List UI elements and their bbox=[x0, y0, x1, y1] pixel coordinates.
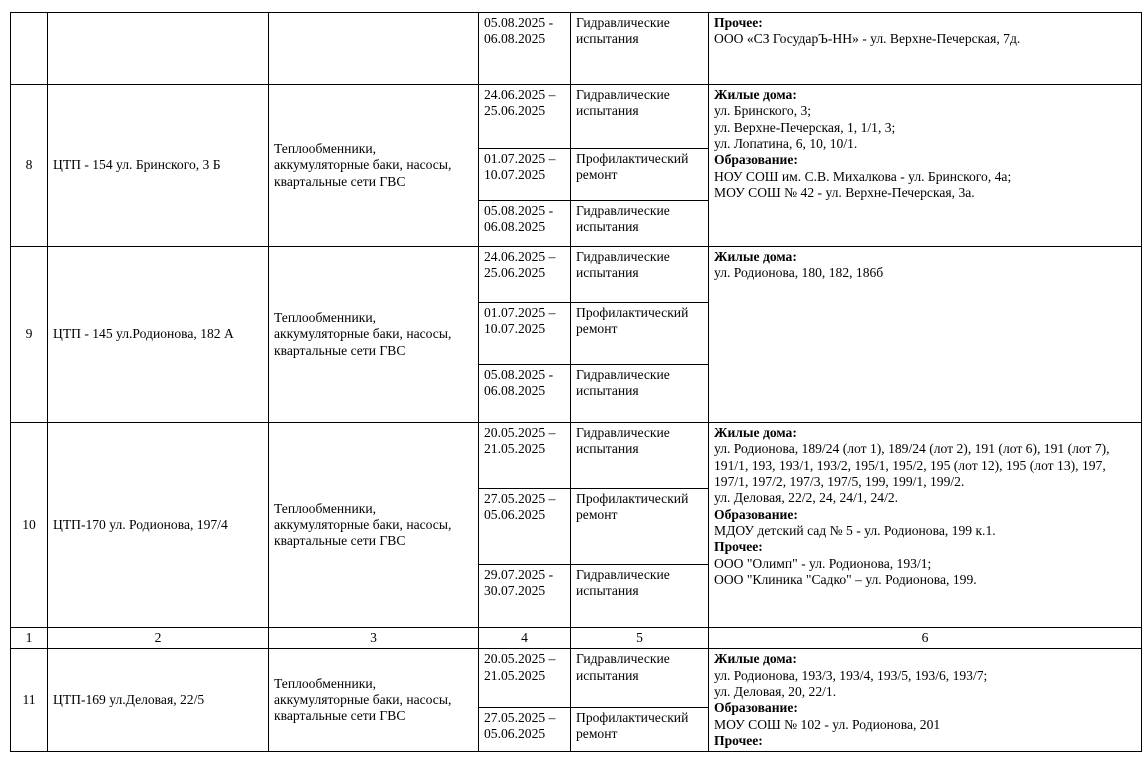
equipment-cell: Теплообменники, аккумуляторные баки, насосы, квартальные сети ГВС bbox=[269, 247, 479, 423]
dates-cell: 24.06.2025 – 25.06.2025 bbox=[479, 85, 571, 149]
consumer-line: МОУ СОШ № 42 - ул. Верхне-Печерская, 3а. bbox=[714, 184, 975, 200]
consumer-group-heading: Образование: bbox=[714, 152, 798, 168]
consumer-group-heading: Жилые дома: bbox=[714, 249, 797, 264]
work-type-cell: Гидравлические испытания bbox=[571, 201, 709, 247]
consumer-group-heading: Образование: bbox=[714, 700, 798, 716]
consumer-group-heading: Жилые дома: bbox=[714, 87, 797, 102]
ctp-name-cell bbox=[48, 13, 269, 85]
row-number-cell: 9 bbox=[11, 247, 48, 423]
consumer-group-heading: Прочее: bbox=[714, 539, 763, 555]
work-type-cell: Профилактический ремонт bbox=[571, 303, 709, 365]
ctp-name-cell: ЦТП - 145 ул.Родионова, 182 А bbox=[48, 247, 269, 423]
consumer-line: ул. Верхне-Печерская, 1, 1/1, 3; bbox=[714, 119, 896, 135]
consumer-line: ул. Родионова, 189/24 (лот 1), 189/24 (лот 2), 191 (лот 6), 191 (лот 7), 191/1, 193, 193/1, 193/2, 195/1, 195/2, 195 (лот 12), 195 (лот 13), 197, 197/1, 197/2, 197/3, 197/5, 199, 199/1, 199/2. bbox=[714, 441, 1110, 489]
consumer-group-heading: Жилые дома: bbox=[714, 651, 797, 667]
column-number-cell: 1 bbox=[11, 628, 48, 649]
table-row bbox=[11, 13, 1142, 85]
dates-cell: 05.08.2025 - 06.08.2025 bbox=[479, 201, 571, 247]
consumer-line: НОУ СОШ им. С.В. Михалкова - ул. Бринского, 4а; bbox=[714, 168, 1012, 184]
work-type-cell: Гидравлические испытания bbox=[571, 649, 709, 708]
consumers-cell bbox=[709, 13, 1142, 85]
consumer-line: ул. Родионова, 180, 182, 186б bbox=[714, 265, 884, 281]
row-number-cell: 10 bbox=[11, 423, 48, 628]
table-row bbox=[11, 423, 1142, 489]
dates-cell: 01.07.2025 – 10.07.2025 bbox=[479, 303, 571, 365]
dates-cell: 05.08.2025 - 06.08.2025 bbox=[479, 365, 571, 423]
column-number-cell: 3 bbox=[269, 628, 479, 649]
dates-cell: 24.06.2025 – 25.06.2025 bbox=[479, 247, 571, 303]
work-type-cell: Профилактический ремонт bbox=[571, 708, 709, 752]
consumer-group-heading: Образование: bbox=[714, 506, 798, 522]
consumer-line: МОУ СОШ № 102 - ул. Родионова, 201 bbox=[714, 716, 941, 732]
ctp-name-cell: ЦТП-170 ул. Родионова, 197/4 bbox=[48, 423, 269, 628]
column-number-cell: 5 bbox=[571, 628, 709, 649]
consumer-line: МДОУ детский сад № 5 - ул. Родионова, 199 к.1. bbox=[714, 522, 996, 538]
column-number-cell: 2 bbox=[48, 628, 269, 649]
consumer-line: ул. Лопатина, 6, 10, 10/1. bbox=[714, 135, 858, 151]
consumers-cell bbox=[709, 247, 1142, 423]
work-type-cell: Профилактический ремонт bbox=[571, 149, 709, 201]
work-type-cell: Гидравлические испытания bbox=[571, 85, 709, 149]
consumer-line: ул. Деловая, 20, 22/1. bbox=[714, 683, 837, 699]
ctp-name-cell: ЦТП - 154 ул. Бринского, 3 Б bbox=[48, 85, 269, 247]
consumers-cell bbox=[709, 649, 1142, 752]
consumers-cell bbox=[709, 85, 1142, 247]
row-number-cell: 11 bbox=[11, 649, 48, 752]
table-row bbox=[11, 649, 1142, 708]
schedule-table bbox=[10, 12, 1142, 752]
ctp-name-cell: ЦТП-169 ул.Деловая, 22/5 bbox=[48, 649, 269, 752]
dates-cell: 01.07.2025 – 10.07.2025 bbox=[479, 149, 571, 201]
dates-cell: 20.05.2025 – 21.05.2025 bbox=[479, 649, 571, 708]
consumer-group-heading: Прочее: bbox=[714, 732, 763, 748]
work-type-cell: Гидравлические испытания bbox=[571, 565, 709, 628]
dates-cell: 29.07.2025 - 30.07.2025 bbox=[479, 565, 571, 628]
consumer-line: ул. Родионова, 193/3, 193/4, 193/5, 193/6, 193/7; bbox=[714, 667, 988, 683]
column-number-cell: 4 bbox=[479, 628, 571, 649]
consumer-line: ул. Бринского, 3; bbox=[714, 103, 812, 119]
work-type-cell: Гидравлические испытания bbox=[571, 13, 709, 85]
consumer-line: ул. Деловая, 22/2, 24, 24/1, 24/2. bbox=[714, 490, 899, 506]
dates-cell: 27.05.2025 – 05.06.2025 bbox=[479, 708, 571, 752]
work-type-cell: Гидравлические испытания bbox=[571, 423, 709, 489]
table-row bbox=[11, 85, 1142, 149]
row-number-cell: 8 bbox=[11, 85, 48, 247]
consumer-group-heading: Жилые дома: bbox=[714, 425, 797, 440]
consumer-line: ООО "Олимп" - ул. Родионова, 193/1; bbox=[714, 555, 932, 571]
equipment-cell: Теплообменники, аккумуляторные баки, насосы, квартальные сети ГВС bbox=[269, 423, 479, 628]
consumer-group-heading: Прочее: bbox=[714, 15, 763, 30]
table-row bbox=[11, 247, 1142, 303]
column-number-row bbox=[11, 628, 1142, 649]
work-type-cell: Профилактический ремонт bbox=[571, 489, 709, 565]
row-number-cell bbox=[11, 13, 48, 85]
equipment-cell: Теплообменники, аккумуляторные баки, насосы, квартальные сети ГВС bbox=[269, 649, 479, 752]
equipment-cell: Теплообменники, аккумуляторные баки, насосы, квартальные сети ГВС bbox=[269, 85, 479, 247]
work-type-cell: Гидравлические испытания bbox=[571, 247, 709, 303]
dates-cell: 27.05.2025 – 05.06.2025 bbox=[479, 489, 571, 565]
consumer-line: ООО «СЗ ГосударЪ-НН» - ул. Верхне-Печерская, 7д. bbox=[714, 31, 1021, 47]
consumer-line: ООО "Клиника "Садко" – ул. Родионова, 199. bbox=[714, 571, 977, 587]
equipment-cell bbox=[269, 13, 479, 85]
column-number-cell: 6 bbox=[709, 628, 1142, 649]
dates-cell: 20.05.2025 – 21.05.2025 bbox=[479, 423, 571, 489]
consumers-cell bbox=[709, 423, 1142, 628]
work-type-cell: Гидравлические испытания bbox=[571, 365, 709, 423]
dates-cell: 05.08.2025 - 06.08.2025 bbox=[479, 13, 571, 85]
